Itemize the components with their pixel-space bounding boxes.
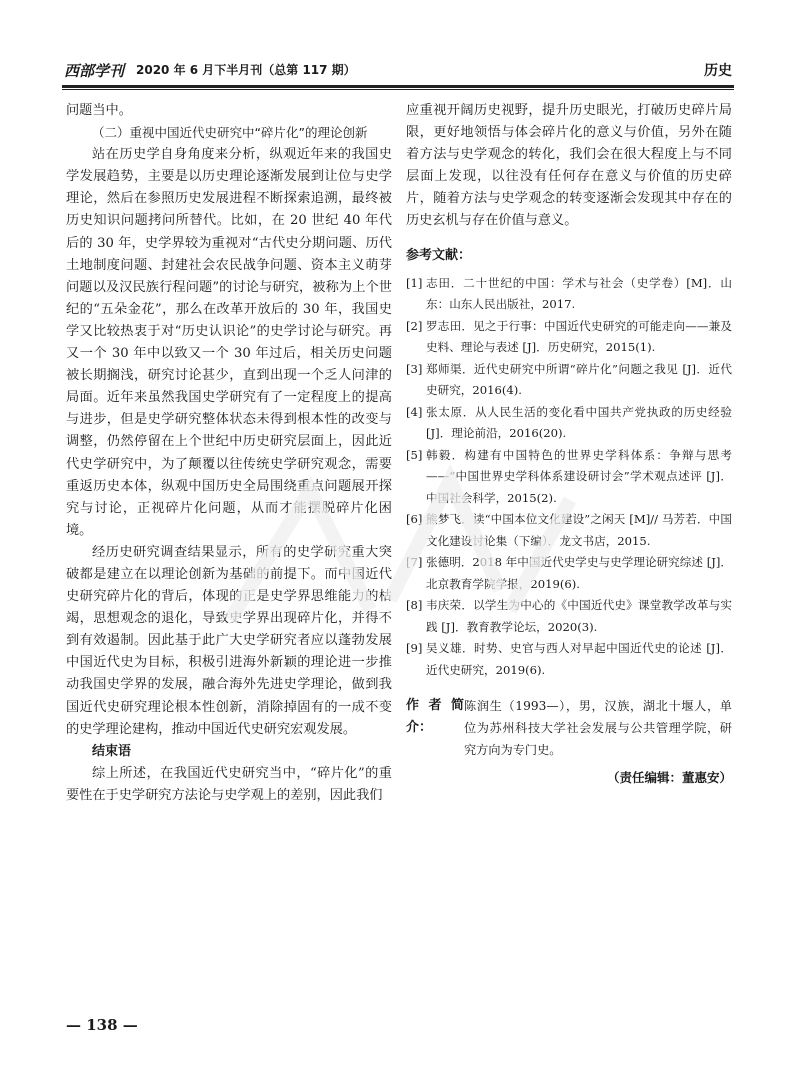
reference-number: [7] — [406, 555, 423, 570]
page-number: — 138 — — [66, 1016, 138, 1034]
left-column — [66, 100, 392, 807]
reference-number: [1] — [406, 275, 423, 290]
reference-item — [406, 273, 732, 316]
author-label: 作者简介： — [406, 698, 464, 736]
author-bio — [406, 695, 732, 761]
reference-text: 志田．二十世纪的中国：学术与社会（史学卷）[M]．山东：山东人民出版社，2017. — [426, 275, 732, 312]
reference-number: [2] — [406, 318, 423, 333]
conclusion-heading: 结束语 — [92, 743, 132, 759]
body-paragraph: 应重视开阔历史视野，提升历史眼光，打破历史碎片局限，更好地领悟与体会碎片化的意义与价值，另外在随着方法与史学观念的转化，我们会在很大程度上与不同层面上发现，以往没有任何存在意义与价值的历史碎片，随着方法与史学观念的转变逐渐会发现其中存在的历史玄机与存在价值与意义。 — [406, 103, 732, 229]
body-paragraph: 经历史研究调查结果显示，所有的史学研究重大突破都是建立在以理论创新为基础的前提下。而中国近代史研究碎片化的背后，体现的正是史学界思维能力的枯竭，思想观念的退化，导致史学界出现碎片化，并得不到有效遏制。因此基于此广大史学研究者应以蓬勃发展中国近代史为目标，积极引进海外新颖的理论进一步推动我国史学界的发展，融合海外先进史学理论，做到我国近代史研究理论根本性创新，消除掉固有的一成不变的史学理论建构，推动中国近代史研究宏观发展。 — [66, 544, 392, 737]
issue-info: 2020 年 6 月下半月刊（总第 117 期） — [136, 63, 356, 77]
reference-text: 张太原．从人民生活的变化看中国共产党执政的历史经验 [J]．理论前沿，2016(20). — [426, 404, 732, 441]
reference-text: 熊梦飞．读“中国本位文化建设”之闲天 [M]// 马芳若．中国文化建设讨论集（下编）．龙文书店，2015. — [426, 512, 732, 548]
reference-item — [406, 638, 732, 681]
reference-text: 罗志田．见之于行事：中国近代史研究的可能走向——兼及史料、理论与表述 [J]．历史研究，2015(1). — [426, 318, 732, 355]
reference-number: [4] — [406, 404, 423, 419]
reference-text: 郑师渠．近代史研究中所谓“碎片化”问题之我见 [J]．近代史研究，2016(4). — [426, 361, 732, 398]
reference-item — [406, 316, 732, 359]
reference-text: 韦庆荣．以学生为中心的《中国近代史》课堂教学改革与实践 [J]．教育教学论坛，2020(3). — [426, 598, 732, 634]
continued-line: 问题当中。 — [66, 103, 132, 118]
reference-text: 张德明．2018 年中国近代史学史与史学理论研究综述 [J]．北京教育学院学报，2019(6). — [426, 555, 732, 591]
reference-item — [406, 595, 732, 638]
header-rule-thick — [62, 85, 734, 88]
reference-item — [406, 509, 732, 552]
reference-item — [406, 402, 732, 445]
body-paragraph: 站在历史学自身角度来分析，纵观近年来的我国史学发展趋势，主要是以历史理论逐渐发展到让位与史学理论，然后在参照历史发展进程不断探索追溯，最终被历史知识问题拷问所替代。比如，在 20 世纪 40 年代后的 30 年，史学界较为重视对“古代史分期问题、历代土地制度问题、封建社会农民战争问题、资本主义萌芽问题以及汉民族行程问题”的讨论与研究，被称为上个世纪的“五朵金花”，那么在改革开放后的 30 年，我国史学又比较热衷于对“历史认识论”的史学讨论与研究。再又一个 30 年中以致又一个 30 年过后，相关历史问题被长期搁浅，研究讨论甚少，直到出现一个乏人问津的局面。近年来虽然我国史学研究有了一定程度上的提高与进步，但是史学研究整体状态未得到根本性的改变与调整，仍然停留在上个世纪中历史研究层面上，因此近代史学研究中，为了颠覆以往传统史学研究观念，需要重返历史本体，纵观中国历史全局围绕重点问题展开探究与讨论，正视碎片化问题，从而才能摆脱碎片化困境。 — [66, 147, 392, 538]
reference-number: [6] — [406, 512, 423, 527]
body-paragraph: 综上所述，在我国近代史研究当中，“碎片化”的重要性在于史学研究方法论与史学观上的差别，因此我们 — [66, 765, 392, 803]
reference-text: 吴义雄．时势、史官与西人对早起中国近代史的论述 [J]．近代史研究，2019(6). — [426, 641, 732, 677]
header-rule-thin — [62, 89, 734, 90]
references-heading: 参考文献： — [406, 247, 472, 263]
reference-item — [406, 359, 732, 402]
reference-number: [3] — [406, 361, 423, 376]
reference-number: [9] — [406, 641, 423, 656]
responsible-editor: （责任编辑：董惠安） — [606, 770, 732, 786]
reference-item — [406, 445, 732, 510]
section-title: 历史 — [704, 63, 732, 79]
author-text: 陈润生（1993—），男，汉族，湖北十堰人，单位为苏州科技大学社会发展与公共管理学院，研究方向为专门史。 — [464, 699, 732, 758]
right-column — [406, 100, 732, 789]
reference-number: [5] — [406, 447, 423, 462]
section-subheading: （二）重视中国近代史研究中“碎片化”的理论创新 — [92, 125, 368, 141]
page-header — [64, 58, 732, 82]
reference-number: [8] — [406, 598, 423, 613]
reference-item — [406, 552, 732, 595]
journal-logo: 西部学刊 — [64, 62, 125, 80]
reference-text: 韩毅．构建有中国特色的世界史学科体系：争辩与思考——“中国世界史学科体系建设研讨会”学术观点述评 [J]．中国社会科学，2015(2). — [426, 447, 732, 505]
reference-list — [406, 273, 732, 682]
